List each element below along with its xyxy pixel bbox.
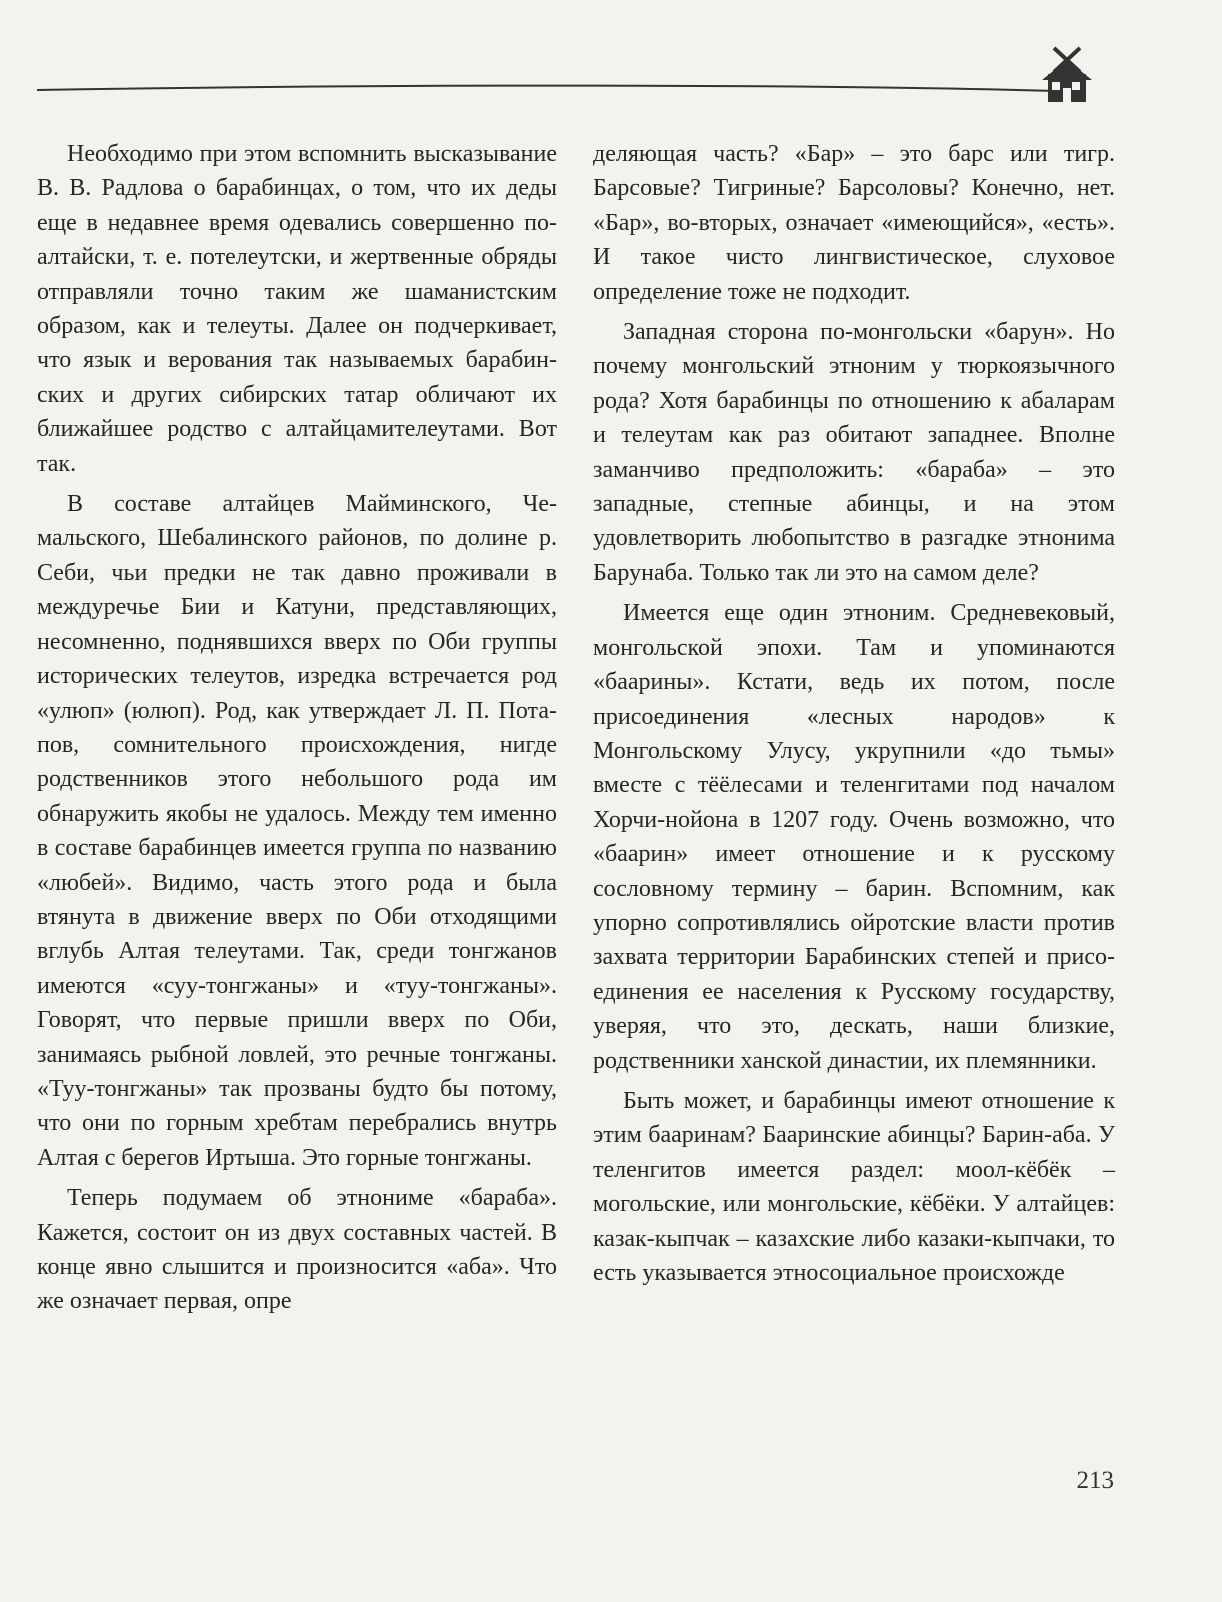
left-column xyxy=(37,137,557,1325)
page-number: 213 xyxy=(1076,1467,1114,1494)
paragraph: Имеется еще один этноним. Средневековый, монгольской эпохи. Там и упоминаются «баарины». Кстати, ведь их потом, после присоединения «лесных народов» к Монгольскому Улусу, укрупнили «до тьмы» вместе с тёёлесами и теленгитами под началом Хорчи-нойона в 1207 году. Очень возможно, что «баарин» имеет отношение и к русскому сословному термину – барин. Вспомним, как упорно сопротивлялись ойротские власти против захвата территории Барабинских степей и присоединения ее населения к Русскому государству, уверяя, что это, дескать, наши близкие, родственники ханской династии, их племянники. xyxy=(593,600,1115,1074)
paragraph: Теперь подумаем об этнониме «бараба». Кажется, состоит он из двух составных частей. В конце явно слышится и произносится «аба». Что же означает первая, опре xyxy=(37,1185,557,1315)
header-rule xyxy=(0,0,1222,120)
right-column xyxy=(593,137,1115,1296)
paragraph: В составе алтайцев Майминского, Чемальского, Шебалинского районов, по долине р. Себи, чьи предки не так давно проживали в междуречье Бии и Катуни, представляющих, несомненно, поднявшихся вверх по Оби группы исторических телеутов, изредка встречается род «улюп» (юлюп). Род, как утверждает Л. П. Потапов, сомнительного происхождения, нигде родственников этого небольшого рода им обнаружить якобы не удалось. Между тем именно в составе барабинцев имеется группа по названию «любей». Видимо, часть этого рода и была втянута в движение вверх по Оби отходящими вглубь Алтая телеутами. Так, среди тонгжанов имеются «суу-тонгжаны» и «туу-тонгжаны». Говорят, что первые пришли вверх по Оби, занимаясь рыбной ловлей, это речные тонгжаны. «Туу-тонгжаны» так прозваны будто бы потому, что они по горным хребтам перебрались внутрь Алтая с берегов Иртыша. Это горные тонгжаны. xyxy=(37,491,557,1171)
paragraph-continuation: деляющая часть? «Бар» – это барс или тигр. Барсовые? Тигриные? Барсоловы? Конечно, нет. «Бар», во-вторых, означает «имеющийся», «есть». И такое чисто лингвистическое, слуховое определение тоже не подходит. xyxy=(593,141,1115,305)
paragraph: Необходимо при этом вспомнить высказывание В. В. Радлова о барабинцах, о том, что их деды еще в недавнее время одевались совершенно по-алтайски, т. е. потелеутски, и жертвенные обряды отправляли точно таким же шаманистским образом, как и телеуты. Далее он подчеркивает, что язык и верования так называемых барабинских и других сибирских татар обличают их ближайшее родство с алтайцамителеутами. Вот так. xyxy=(37,141,557,477)
paragraph: Западная сторона по-монгольски «барун». Но почему монгольский этноним у тюркоязычного рода? Хотя барабинцы по отношению к абаларам и телеутам как раз обитают западнее. Вполне заманчиво предположить: «бараба» – это западные, степные абинцы, и на этом удовлетворить любопытство в разгадке этнонима Барунаба. Только так ли это на самом деле? xyxy=(593,319,1115,586)
paragraph: Быть может, и барабинцы имеют отношение к этим бааринам? Бааринские абинцы? Барин-аба. У теленгитов имеется раздел: моол-кёбёк – могольские, или монгольские, кёбёки. У алтайцев: казак-кыпчак – казахские либо казаки-кыпчаки, то есть указывается этносоциальное происхожде xyxy=(593,1087,1115,1286)
windmill-house-icon xyxy=(1042,48,1092,102)
